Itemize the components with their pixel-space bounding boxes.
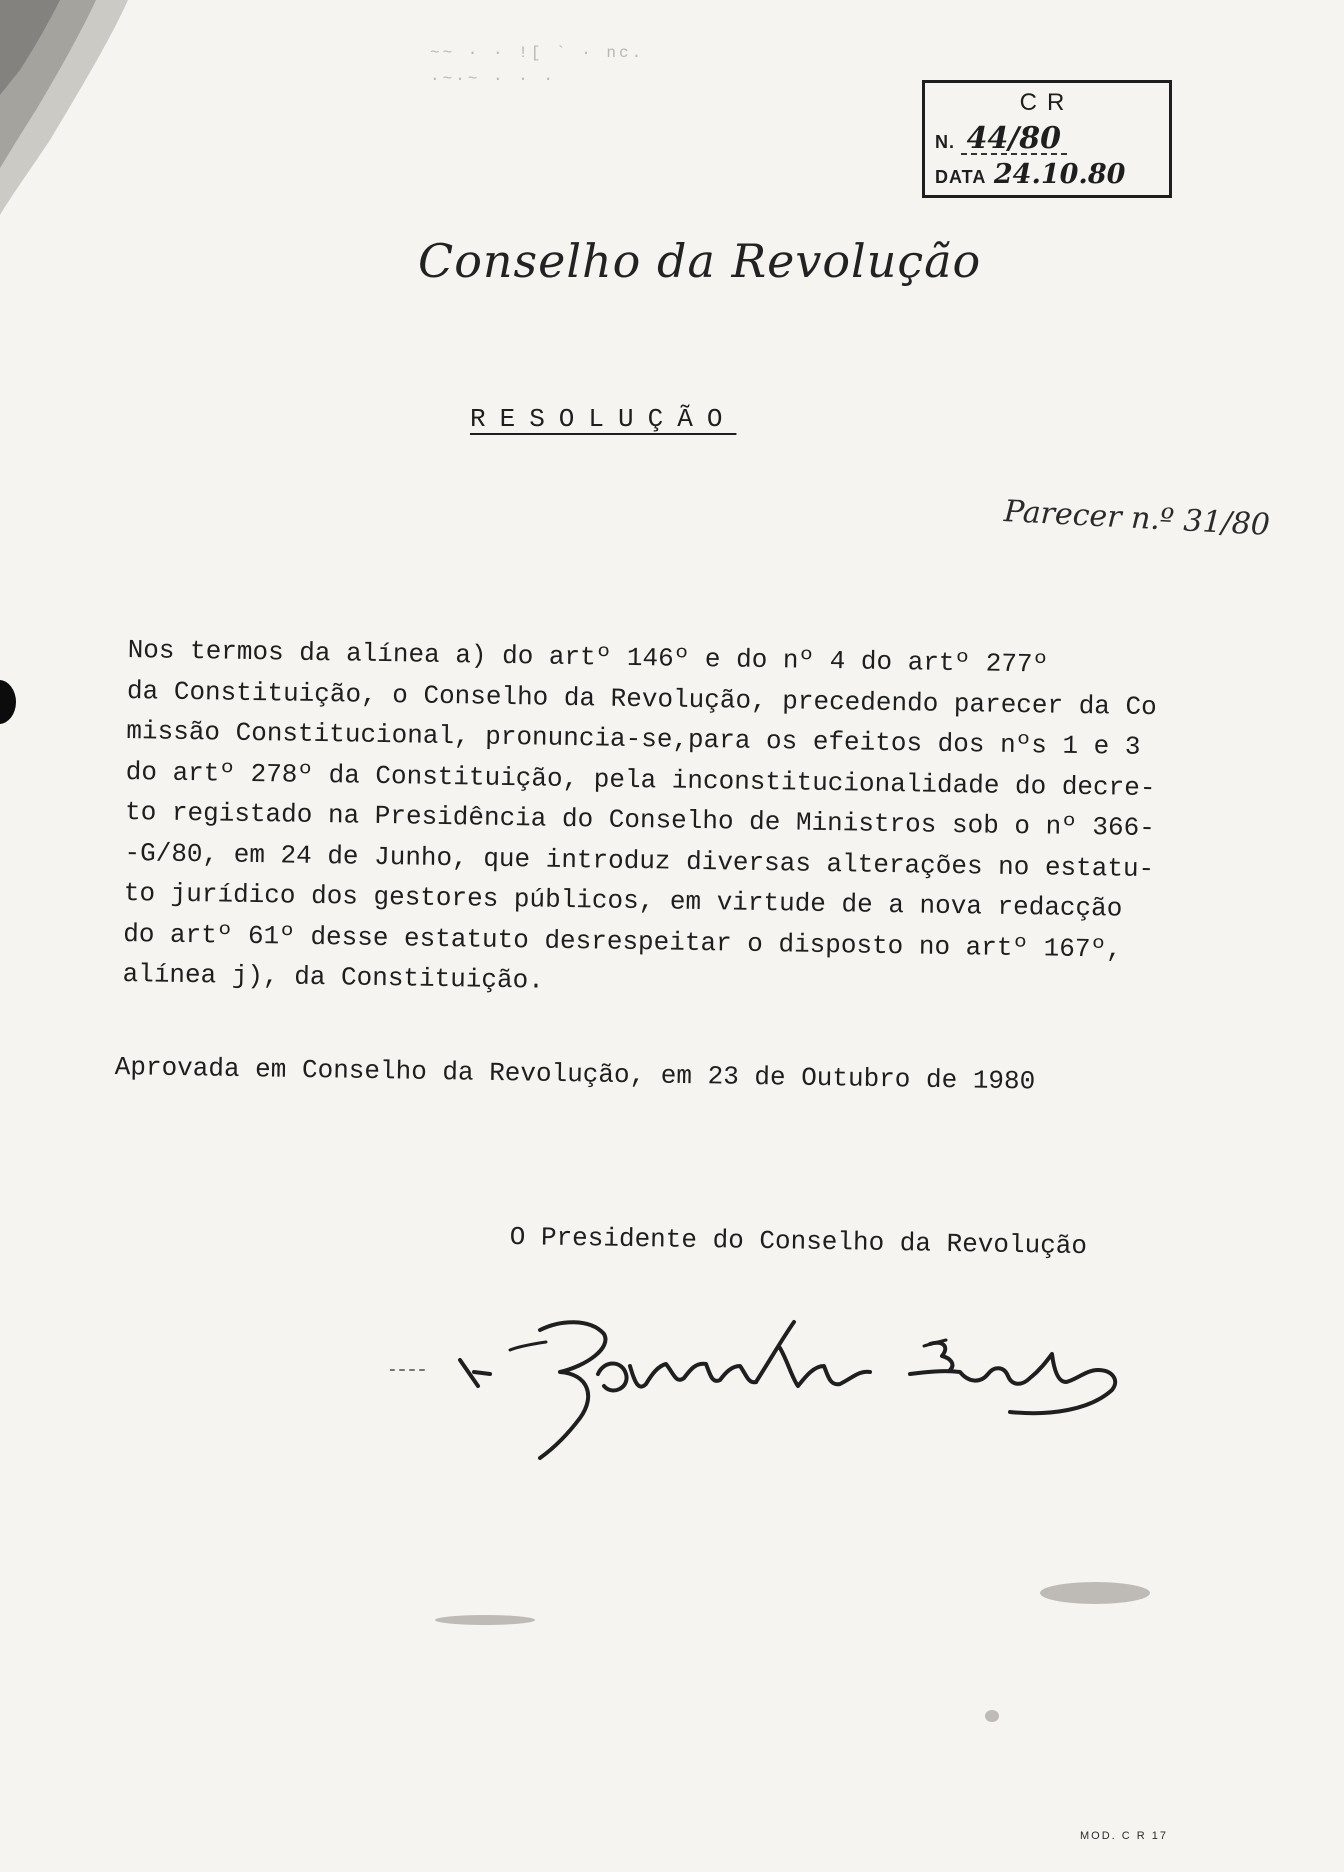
body-line: do artº 278º da Constituição, pela inconstitucionalidade do decre- bbox=[125, 756, 1156, 803]
registration-stamp bbox=[922, 80, 1172, 198]
body-line: to jurídico dos gestores públicos, em virtude de a nova redacção bbox=[123, 877, 1123, 924]
scan-smudge bbox=[435, 1615, 535, 1625]
scan-smudge bbox=[985, 1710, 999, 1722]
stamp-number-label: N. bbox=[935, 132, 955, 152]
body-line: do artº 61º desse estatuto desrespeitar o disposto no artº 167º, bbox=[122, 918, 1122, 965]
body-line: to registado na Presidência do Conselho de Ministros sob o nº 366- bbox=[124, 796, 1156, 844]
document-title: RESOLUÇÃO bbox=[470, 404, 737, 434]
form-mark: MOD. C R 17 bbox=[1080, 1830, 1169, 1842]
body-line: da Constituição, o Conselho da Revolução, precedendo parecer da Co bbox=[126, 675, 1157, 722]
signature-icon bbox=[390, 1300, 1190, 1460]
stamp-date-value: 24.10.80 bbox=[993, 159, 1126, 190]
stamp-number-value: 44/80 bbox=[961, 125, 1067, 155]
stamp-org: CR bbox=[1019, 89, 1075, 116]
handwritten-note: Parecer n.º 31/80 bbox=[1003, 494, 1271, 543]
punch-hole bbox=[0, 680, 16, 724]
scan-shadow-icon bbox=[0, 0, 140, 220]
body-line: -G/80, em 24 de Junho, que introduz diversas alterações no estatu- bbox=[124, 837, 1155, 884]
faint-header-line1: ~~ · · ![ ` · nc. bbox=[430, 44, 645, 62]
president-title: O Presidente do Conselho da Revolução bbox=[509, 1222, 1088, 1262]
faint-header bbox=[430, 40, 644, 92]
stamp-date-row bbox=[935, 161, 1161, 189]
body-line: Nos termos da alínea a) do artº 146º e do nº 4 do artº 277º bbox=[127, 634, 1049, 680]
scan-smudge bbox=[1040, 1582, 1150, 1604]
faint-header-line2: ·~·~ · · · bbox=[430, 70, 557, 88]
body-line: alínea j), da Constituição. bbox=[122, 958, 545, 996]
approval-line: Aprovada em Conselho da Revolução, em 23 de Outubro de 1980 bbox=[114, 1052, 1036, 1097]
body-line: missão Constitucional, pronuncia-se,para os efeitos dos nºs 1 e 3 bbox=[126, 715, 1141, 762]
resolution-body bbox=[122, 630, 1208, 1011]
stamp-number-row bbox=[935, 121, 1161, 156]
letterhead: Conselho da Revolução bbox=[418, 234, 982, 288]
stamp-date-label: DATA bbox=[935, 167, 987, 187]
